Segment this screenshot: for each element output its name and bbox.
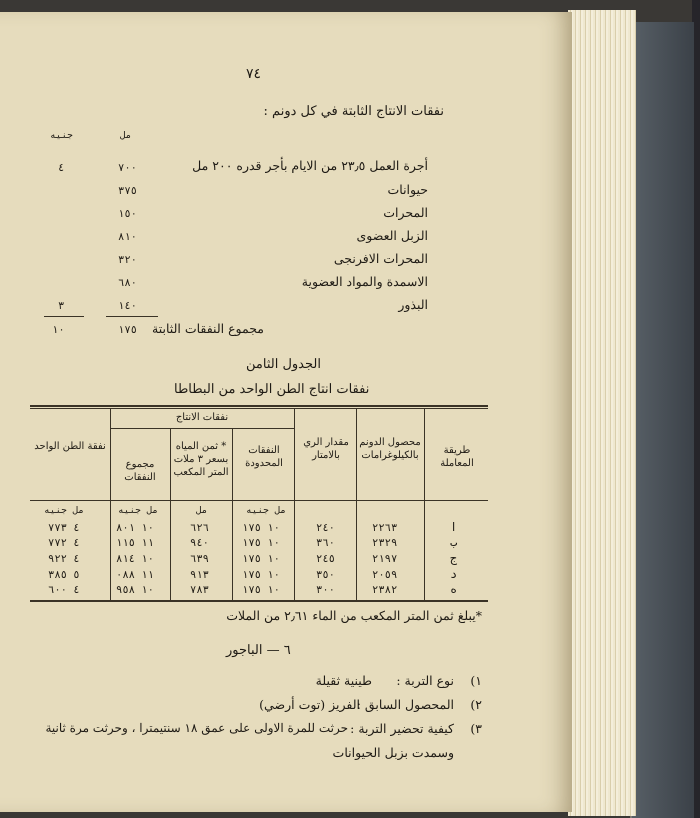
header-bottom-rule	[30, 500, 488, 501]
fixed-cost-label: الزبل العضوى	[356, 228, 428, 243]
cell-water: ٧٨٣	[190, 584, 209, 596]
column-divider	[232, 428, 233, 600]
cell-per-ton: ٤ ٩٢٢	[48, 553, 80, 565]
cell-limited: ١٠ ١٧٥	[242, 522, 280, 534]
sum-rule	[106, 316, 158, 317]
cell-irrigation: ٢٤٥	[316, 553, 335, 565]
list-item-number: ٢)	[470, 697, 482, 712]
list-item-number: ١)	[470, 673, 482, 688]
cell-method: ا	[450, 520, 458, 534]
cell-yield: ٢٢٦٣	[372, 522, 398, 534]
cell-irrigation: ٢٤٠	[316, 522, 335, 534]
unit-pound-label: جنيه	[50, 130, 73, 141]
unit-water: مل	[196, 505, 208, 516]
cell-limited: ١٠ ١٧٥	[242, 537, 280, 549]
fixed-cost-mil: ٣٧٥	[118, 185, 137, 197]
fixed-cost-label: أجرة العمل ٢٣٫٥ من الايام بأجر قدره ٢٠٠ مل	[192, 158, 428, 173]
cell-water: ٩٤٠	[190, 537, 209, 549]
list-item-label: كيفية تحضير التربة :	[350, 721, 454, 736]
column-divider	[110, 408, 111, 600]
cell-method: ه	[450, 582, 458, 596]
list-item-continuation: وسمدت بزبل الحيوانات	[332, 745, 454, 760]
fixed-cost-label: حيوانات	[387, 182, 428, 197]
list-item-value: حرثت للمرة الاولى على عمق ١٨ سنتيمترا ، وحرثت مرة ثانية	[45, 721, 348, 735]
header-irrigation: مقدار الري بالامتار	[303, 437, 349, 461]
unit-limited: مل جنيه	[246, 505, 287, 516]
cell-total: ١١ ١١٥	[116, 537, 154, 549]
list-item-value: طينية ثقيلة	[315, 673, 372, 688]
fixed-cost-mil: ٣٢٠	[118, 254, 137, 266]
book-page	[0, 12, 572, 812]
cell-per-ton: ٤ ٧٧٢	[48, 537, 80, 549]
cell-irrigation: ٣٦٠	[316, 537, 335, 549]
cell-limited: ١٠ ١٧٥	[242, 553, 280, 565]
column-divider	[170, 428, 171, 600]
cell-yield: ٢١٩٧	[372, 553, 398, 565]
table-subtitle: نفقات انتاج الطن الواحد من البطاطا	[174, 382, 370, 397]
fixed-cost-mil: ١٤٠	[118, 300, 137, 312]
fixed-cost-label: الاسمدة والمواد العضوية	[301, 274, 428, 289]
table-top-rule	[30, 405, 488, 407]
fixed-cost-label: المحرات	[383, 205, 428, 220]
cell-yield: ٢٠٥٩	[372, 569, 398, 581]
cell-total: ١٠ ٨٠١	[116, 522, 154, 534]
fixed-costs-heading: نفقات الانتاج الثابتة في كل دونم :	[263, 104, 444, 119]
cell-limited: ١٠ ١٧٥	[242, 569, 280, 581]
cell-method: د	[450, 567, 458, 581]
cell-water: ٦٣٩	[190, 553, 209, 565]
table-title: الجدول الثامن	[246, 357, 321, 372]
cell-irrigation: ٣٠٠	[316, 584, 335, 596]
header-cost-per-ton: نفقة الطن الواحد	[34, 441, 106, 452]
header-total-costs: مجموع النفقات	[124, 459, 156, 483]
list-item-label: نوع التربة :	[396, 673, 454, 688]
header-production-costs: نفقات الانتاج	[175, 412, 229, 423]
column-divider	[356, 408, 357, 600]
cell-yield: ٢٣٨٢	[372, 584, 398, 596]
costs-group-rule	[110, 428, 294, 429]
table-footnote: *يبلغ ثمن المتر المكعب من الماء ٢٫٦١ من الملات	[226, 608, 482, 623]
cell-water: ٩١٣	[190, 569, 209, 581]
header-yield: محصول الدونم بالكيلوغرامات	[359, 437, 421, 461]
fixed-cost-label: البذور	[398, 297, 428, 312]
cell-total: ١١ ٠٨٨	[116, 569, 154, 581]
cell-per-ton: ٥ ٣٨٥	[48, 569, 80, 581]
cell-irrigation: ٣٥٠	[316, 569, 335, 581]
cell-method: ج	[450, 551, 458, 565]
unit-per-ton: مل جنيه	[44, 505, 85, 516]
cell-yield: ٢٣٢٩	[372, 537, 398, 549]
cell-water: ٦٢٦	[190, 522, 209, 534]
fixed-cost-label: المحرات الافرنجى	[333, 251, 428, 266]
section-heading: ٦ — الباجور	[226, 643, 291, 658]
fixed-cost-mil: ٦٨٠	[118, 277, 137, 289]
fixed-cost-pound: ٣	[58, 300, 65, 312]
cell-per-ton: ٤ ٧٧٣	[48, 522, 80, 534]
fixed-cost-mil: ١٥٠	[118, 208, 137, 220]
book-cover	[630, 22, 694, 818]
cell-total: ١٠ ٨١٤	[116, 553, 154, 565]
page-edges	[568, 10, 636, 816]
fixed-costs-total-pound: ١٠	[52, 324, 65, 336]
column-divider	[294, 408, 295, 600]
table-top-rule	[30, 408, 488, 409]
unit-total: مل جنيه	[118, 505, 159, 516]
cell-per-ton: ٤ ٦٠٠	[48, 584, 80, 596]
cell-method: ب	[450, 535, 458, 549]
fixed-cost-mil: ٨١٠	[118, 231, 137, 243]
cell-total: ١٠ ٩٥٨	[116, 584, 154, 596]
page-number: ٧٤	[246, 66, 262, 82]
fixed-cost-pound: ٤	[58, 162, 65, 174]
list-item-value: الفريز (توت أرضي)	[259, 697, 360, 712]
fixed-costs-total-mil: ١٧٥	[118, 324, 137, 336]
unit-mil-label: مل	[120, 130, 132, 141]
table-bottom-rule	[30, 600, 488, 602]
fixed-costs-total-label: مجموع النفقات الثابتة	[152, 321, 264, 336]
sum-rule	[44, 316, 84, 317]
list-item-number: ٣)	[470, 721, 482, 736]
list-item-label: المحصول السابق :	[356, 697, 454, 712]
fixed-cost-mil: ٧٠٠	[118, 162, 137, 174]
header-method: طريقة المعاملة	[440, 445, 474, 469]
column-divider	[424, 408, 425, 600]
header-limited-costs: النفقات المحدودة	[245, 445, 283, 469]
cell-limited: ١٠ ١٧٥	[242, 584, 280, 596]
header-water-price: * ثمن المياه بسعر ٣ ملات المتر المكعب	[173, 441, 229, 478]
